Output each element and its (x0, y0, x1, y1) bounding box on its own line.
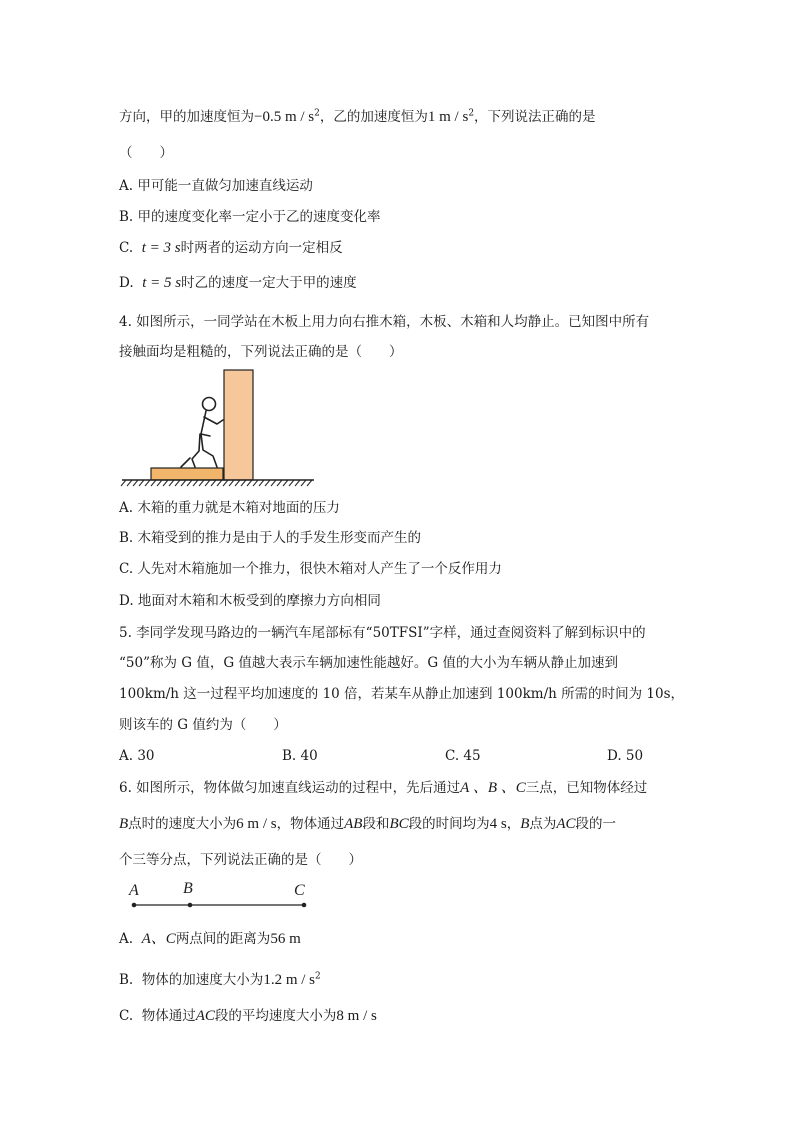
q3-option-b: B. 甲的速度变化率一定小于乙的速度变化率 (119, 209, 381, 225)
option-label: D. (119, 275, 134, 291)
q6-option-a (119, 929, 301, 949)
point-b-dot (188, 903, 193, 908)
wooden-board (151, 468, 223, 480)
point-c-dot (302, 903, 307, 908)
option-label: C. (119, 1008, 134, 1024)
option-label: B. (119, 972, 134, 988)
q3-c-math: t = 3 s (141, 240, 181, 256)
q3-option-d (119, 273, 357, 293)
q6-stem-text: 段的时间均为 (408, 816, 490, 832)
q6-c-text: 段的平均速度大小为 (214, 1008, 337, 1024)
q5-stem-line2: “50”称为 G 值，G 值越大表示车辆加速性能越好。G 值的大小为车辆从静止加速到 (119, 655, 618, 671)
q6-c-text: 物体通过 (141, 1008, 196, 1024)
q6-b-exp: 2 (315, 971, 321, 982)
wooden-box (224, 370, 253, 480)
q6-stem-text: 段的一 (575, 816, 617, 832)
q6-time: 4 s (489, 816, 507, 832)
option-label: C. (119, 240, 134, 256)
q5-option-c: C. 45 (445, 748, 481, 764)
q6-stem-line1 (119, 778, 647, 798)
q3-c-text: 时两者的运动方向一定相反 (180, 240, 343, 256)
q5-stem-line4: 则该车的 G 值约为（ ） (119, 717, 287, 733)
q6-stem-text: 段和 (362, 816, 390, 832)
q6-c-value: 8 m / s (336, 1008, 377, 1024)
q6-stem-text: 点时的速度大小为 (128, 816, 237, 832)
option-label: A. (119, 931, 134, 947)
q5-option-a: A. 30 (119, 748, 155, 764)
q4-option-c: C. 人先对木箱施加一个推力，很快木箱对人产生了一个反作用力 (119, 561, 502, 577)
q6-stem-text: 点为 (529, 816, 557, 832)
q6-points: A 、B 、C (460, 780, 526, 796)
q4-figure (118, 362, 318, 492)
q6-segment-ab: AB (344, 816, 363, 832)
q5-stem-line3: 100km/h 这一过程平均加速度的 10 倍，若某车从静止加速到 100km/h 所需的时间为 10s， (119, 686, 685, 702)
q4-stem-line1: 4. 如图所示，一同学站在木板上用力向右推木箱，木板、木箱和人均静止。已知图中所有 (119, 314, 650, 330)
q6-a-text: 两点间的距离为 (175, 931, 271, 947)
q6-stem-text: ， (506, 816, 521, 832)
q6-a-math: A、C (141, 931, 176, 947)
q3-option-a: A. 甲可能一直做匀加速直线运动 (119, 178, 313, 194)
q6-segment-bc: BC (389, 816, 409, 832)
label-a: A (129, 882, 139, 899)
q6-segment-ac: AC (556, 816, 576, 832)
q3-acc-yi: 1 m / s (427, 109, 469, 125)
q5-option-b: B. 40 (282, 748, 318, 764)
q4-option-d: D. 地面对木箱和木板受到的摩擦力方向相同 (119, 593, 381, 609)
q3-acc-jia: −0.5 m / s (254, 109, 315, 125)
q5-option-d: D. 50 (607, 748, 644, 764)
q3-d-math: t = 5 s (142, 275, 182, 291)
q3-exp: 2 (314, 108, 320, 119)
q6-stem-text: 三点，已知物体经过 (525, 780, 648, 796)
q3-exp: 2 (468, 108, 475, 119)
q6-segment-ac: AC (195, 1008, 215, 1024)
label-c: C (294, 882, 305, 899)
q6-point-b: B (520, 816, 530, 832)
q6-stem-line3: 个三等分点，下列说法正确的是（ ） (119, 852, 362, 868)
q6-velocity: 6 m / s (236, 816, 277, 832)
q6-stem-text: 6. 如图所示，物体做匀加速直线运动的过程中，先后通过 (119, 780, 461, 796)
q5-stem-line1: 5. 李同学发现马路边的一辆汽车尾部标有“50TFSI”字样，通过查阅资料了解到标识中的 (119, 625, 646, 641)
label-b: B (183, 880, 193, 897)
q3-stem-text: ，乙的加速度恒为 (319, 109, 428, 125)
q3-stem-text: ，下列说法正确的是 (474, 109, 596, 125)
q3-stem-text: 方向，甲的加速度恒为 (119, 109, 254, 125)
q4-option-a: A. 木箱的重力就是木箱对地面的压力 (119, 500, 340, 516)
q6-option-c (119, 1006, 377, 1026)
q6-stem-line2 (119, 814, 616, 834)
q4-stem-line2: 接触面均是粗糙的，下列说法正确的是（ ） (119, 344, 403, 360)
q6-figure (124, 878, 314, 914)
point-a-dot (132, 903, 137, 908)
q6-a-value: 56 m (270, 931, 301, 947)
q3-d-text: 时乙的速度一定大于甲的速度 (181, 275, 357, 291)
q3-paren: （ ） (119, 145, 173, 161)
q6-option-b (119, 970, 321, 990)
ground-hatching (121, 480, 312, 486)
q3-option-c (119, 238, 343, 258)
q4-option-b: B. 木箱受到的推力是由于人的手发生形变而产生的 (119, 530, 422, 546)
q6-b-value: 1.2 m / s (263, 972, 315, 988)
q6-point-b: B (119, 816, 129, 832)
person-figure (181, 398, 223, 468)
q6-b-text: 物体的加速度大小为 (141, 972, 264, 988)
q6-stem-text: ，物体通过 (276, 816, 345, 832)
q3-stem (119, 107, 596, 127)
